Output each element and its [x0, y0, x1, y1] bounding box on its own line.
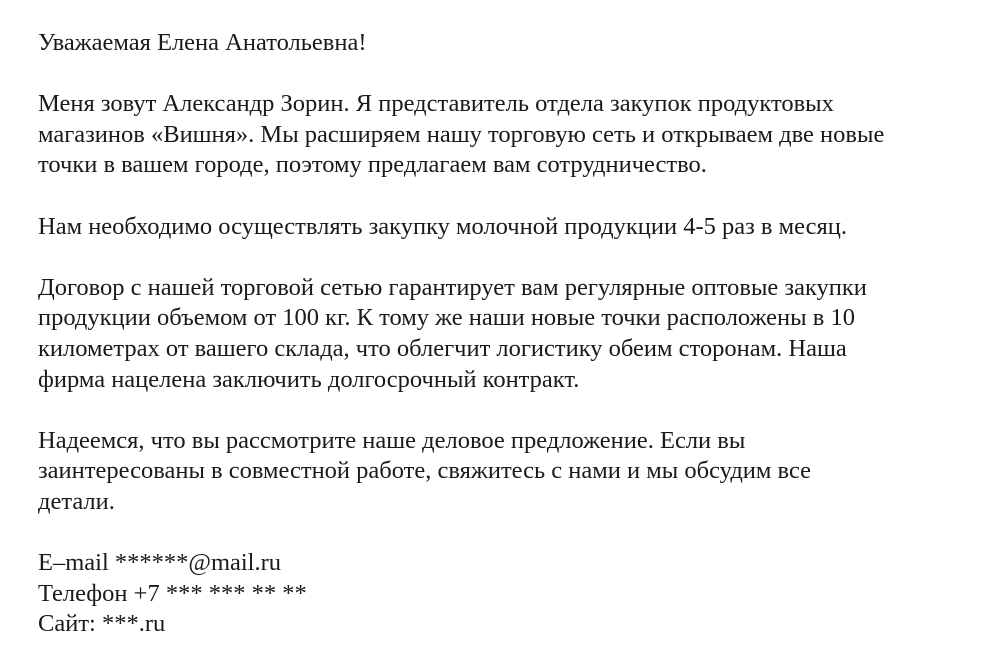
paragraph-spacer — [38, 395, 988, 426]
text-line: детали. — [38, 487, 115, 515]
letter-body — [38, 28, 988, 640]
paragraph-spacer — [38, 181, 988, 212]
greeting: Уважаемая Елена Анатольевна! — [38, 29, 367, 56]
contact-phone: Телефон +7 *** *** ** ** — [38, 579, 307, 607]
text-line: точки в вашем городе, поэтому предлагаем вам сотрудничество. — [38, 151, 707, 179]
contact-email: E–mail ******@mail.ru — [38, 549, 282, 577]
paragraph-request — [38, 212, 988, 243]
text-line: Нам необходимо осуществлять закупку молочной продукции 4-5 раз в месяц. — [38, 212, 847, 240]
contact-site: Сайт: ***.ru — [38, 610, 166, 638]
text-line: Договор с нашей торговой сетью гарантирует вам регулярные оптовые закупки — [38, 273, 867, 301]
text-line: продукции объемом от 100 кг. К тому же наши новые точки расположены в 10 — [38, 304, 855, 332]
paragraph-closing — [38, 426, 988, 518]
text-line: магазинов «Вишня». Мы расширяем нашу торговую сеть и открываем две новые — [38, 120, 885, 148]
paragraph-contract-terms — [38, 273, 988, 395]
contact-block — [38, 548, 988, 640]
paragraph-spacer — [38, 59, 988, 90]
paragraph-spacer — [38, 518, 988, 549]
text-line: заинтересованы в совместной работе, свяжитесь с нами и мы обсудим все — [38, 457, 812, 485]
text-line: Надеемся, что вы рассмотрите наше деловое предложение. Если вы — [38, 426, 746, 454]
paragraph-introduction — [38, 89, 988, 181]
paragraph-spacer — [38, 242, 988, 273]
text-line: километрах от вашего склада, что облегчит логистику обеим сторонам. Наша — [38, 334, 847, 362]
text-line: фирма нацелена заключить долгосрочный контракт. — [38, 365, 580, 393]
text-line: Меня зовут Александр Зорин. Я представитель отдела закупок продуктовых — [38, 90, 834, 118]
